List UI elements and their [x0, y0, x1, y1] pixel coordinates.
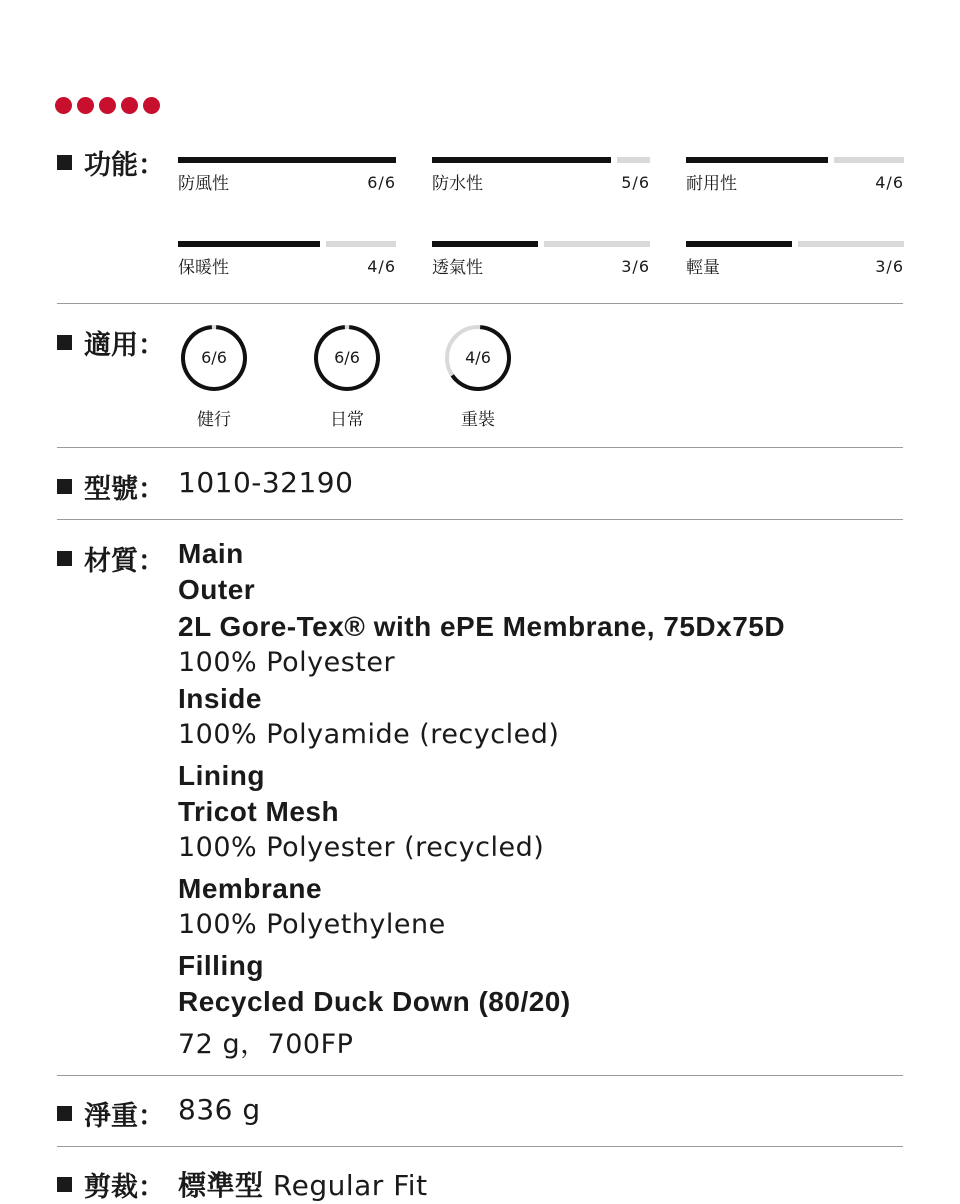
bar-empty — [544, 241, 650, 247]
bar-name: 防水性 — [432, 174, 483, 194]
ring-score: 6/6 — [334, 348, 360, 367]
bar-fill — [432, 241, 538, 247]
fit-zh: 標準型 — [178, 1169, 264, 1202]
bar-score: 6/6 — [367, 173, 396, 192]
ring-name: 日常 — [330, 410, 364, 430]
divider — [57, 519, 903, 520]
bar-fill — [432, 157, 611, 163]
material-line: Main — [178, 538, 244, 569]
bar-name: 保暖性 — [178, 258, 229, 278]
ring-name: 健行 — [197, 410, 231, 430]
material-line: 100% Polyethylene — [178, 909, 446, 940]
bullet-square-icon — [57, 155, 72, 170]
ring-name: 重裝 — [461, 410, 495, 430]
bar-score: 5/6 — [621, 173, 650, 192]
function-bar — [178, 241, 396, 278]
model-heading: 型號： — [57, 467, 165, 506]
material-heading: 材質： — [57, 539, 165, 578]
bar-name: 防風性 — [178, 174, 229, 194]
applicable-heading: 適用： — [57, 323, 165, 362]
ring-score: 6/6 — [201, 348, 227, 367]
bullet-square-icon — [57, 335, 72, 350]
material-line: Recycled Duck Down (80/20) — [178, 986, 571, 1017]
divider — [57, 447, 903, 448]
material-line: 100% Polyamide (recycled) — [178, 719, 560, 750]
bullet-square-icon — [57, 1106, 72, 1121]
rating-dot — [99, 97, 116, 114]
bar-empty — [798, 241, 904, 247]
fit-heading: 剪裁： — [57, 1165, 165, 1204]
divider — [57, 1075, 903, 1076]
material-line: 2L Gore-Tex® with ePE Membrane, 75Dx75D — [178, 611, 786, 642]
function-heading: 功能： — [57, 143, 165, 182]
rating-dot — [77, 97, 94, 114]
material-line: 100% Polyester — [178, 647, 396, 678]
bar-fill — [178, 241, 320, 247]
bullet-square-icon — [57, 1177, 72, 1192]
model-number: 1010-32190 — [178, 466, 354, 499]
bullet-square-icon — [57, 479, 72, 494]
material-line: Tricot Mesh — [178, 796, 340, 827]
rating-dot — [55, 97, 72, 114]
usage-ring — [313, 324, 381, 392]
material-line: Membrane — [178, 873, 323, 904]
fit-en: Regular Fit — [272, 1169, 428, 1202]
bar-name: 耐用性 — [686, 174, 737, 194]
material-line: 72 g，700FP — [178, 1029, 354, 1060]
net-weight-value: 836 g — [178, 1093, 261, 1126]
divider — [57, 1146, 903, 1147]
material-line: Lining — [178, 760, 265, 791]
function-bar — [686, 157, 904, 194]
bar-name: 輕量 — [686, 258, 720, 278]
material-line: Filling — [178, 950, 264, 981]
divider — [57, 303, 903, 304]
rating-dot — [121, 97, 138, 114]
bar-name: 透氣性 — [432, 258, 483, 278]
bar-score: 4/6 — [875, 173, 904, 192]
bar-empty — [617, 157, 650, 163]
bar-fill — [686, 241, 792, 247]
net-weight-heading: 淨重： — [57, 1094, 165, 1133]
bar-fill — [178, 157, 396, 163]
bullet-square-icon — [57, 551, 72, 566]
usage-ring — [444, 324, 512, 392]
function-bar — [686, 241, 904, 278]
ring-score: 4/6 — [465, 348, 491, 367]
bar-score: 3/6 — [621, 257, 650, 276]
material-line: Outer — [178, 574, 256, 605]
rating-dots — [55, 97, 160, 114]
bar-empty — [326, 241, 396, 247]
rating-dot — [143, 97, 160, 114]
fit-value — [178, 1164, 428, 1204]
bar-score: 3/6 — [875, 257, 904, 276]
function-bar — [178, 157, 396, 194]
function-bar — [432, 157, 650, 194]
usage-ring — [180, 324, 248, 392]
material-line: 100% Polyester (recycled) — [178, 832, 545, 863]
bar-fill — [686, 157, 828, 163]
function-bar — [432, 241, 650, 278]
bar-score: 4/6 — [367, 257, 396, 276]
material-line: Inside — [178, 683, 262, 714]
bar-empty — [834, 157, 904, 163]
